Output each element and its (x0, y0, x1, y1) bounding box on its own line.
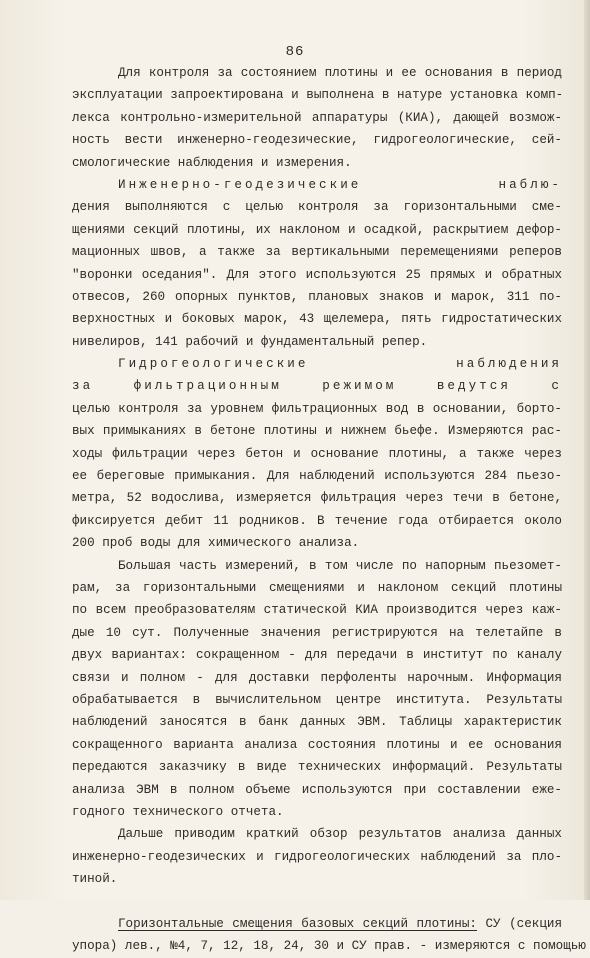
text-line: отвесов, 260 опорных пунктов, плановых знаков и марок, 311 по- (72, 289, 562, 304)
text-line: фиксируется дебит 11 родников. В течение года отбирается около (72, 513, 562, 528)
text-line: передаются заказчику в виде технических информаций. Результаты (72, 760, 562, 775)
text-line: целью контроля за уровнем фильтрационных вод в основании, борто- (72, 401, 562, 416)
text-line: ходы фильтрации через бетон и основание плотины, а также через (72, 446, 562, 461)
text-line (72, 890, 562, 912)
text-block (72, 62, 586, 958)
text-line: верхностных и боковых марок, 43 щелемера, пять гидростатических (72, 312, 562, 327)
text-line: лекса контрольно-измерительной аппаратуры (КИА), дающей возмож- (72, 110, 562, 125)
text-line: тиной. (72, 872, 118, 887)
text-line: ность вести инженерно-геодезические, гидрогеологические, сей- (72, 133, 562, 148)
text-line: упора) лев., №4, 7, 12, 18, 24, 30 и СУ прав. - измеряются с помощью (72, 939, 586, 954)
text-line: ее береговые примыкания. Для наблюдений используются 284 пьезо- (72, 469, 562, 484)
text-line: связи и полном - для доставки перфоленты нарочным. Информация (72, 670, 562, 685)
text-line: дения выполняются с целью контроля за горизонтальными сме- (72, 200, 562, 215)
text-line: по всем преобразователям статической КИА производится через каж- (72, 603, 562, 618)
text-line: наблюдений заносятся в банк данных ЭВМ. Таблицы характеристик (72, 715, 562, 730)
underlined-heading: Горизонтальные смещения базовых секций плотины: (118, 916, 477, 931)
text-line: Для контроля за состоянием плотины и ее основания в период (118, 66, 562, 80)
text-line: смологические наблюдения и измерения. (72, 155, 352, 170)
text-line: 200 проб воды для химического анализа. (72, 536, 360, 551)
text-line: Большая часть измерений, в том числе по напорным пьезомет- (118, 558, 562, 573)
text-line: дые 10 сут. Полученные значения регистрируются на телетайпе в (72, 625, 562, 640)
text-line: мационных швов, а также за вертикальными перемещениями реперов (72, 245, 562, 260)
text-line: обрабатывается в вычислительном центре института. Результаты (72, 692, 562, 707)
text-line: годного технического отчета. (72, 804, 284, 819)
text-line: инженерно-геодезических и гидрогеологических наблюдений за пло- (72, 849, 562, 864)
text-line: анализа ЭВМ в полном объеме используются при составлении еже- (72, 782, 562, 797)
text-line: рам, за горизонтальными смещениями и наклоном секций плотины (72, 580, 562, 595)
text-line: щениями секций плотины, их наклоном и осадкой, раскрытием дефор- (72, 222, 562, 237)
line-remainder: СУ (секция (476, 916, 563, 931)
text-line: двух вариантах: сокращенном - для передачи в институт по каналу (72, 648, 562, 663)
text-line: Дальше приводим краткий обзор результатов анализа данных (118, 827, 562, 842)
text-line: сокращенного варианта анализа состояния плотины и ее основания (72, 737, 562, 752)
text-line: Гидрогеологические наблюдения (118, 357, 562, 372)
page-number: 86 (285, 44, 305, 60)
text-line: за фильтрационным режимом ведутся с (72, 379, 562, 394)
text-line: метра, 52 водослива, измеряется фильтрация через течи в бетоне, (72, 491, 562, 506)
text-line: эксплуатации запроектирована и выполнена в натуре установка комп- (72, 88, 564, 103)
text-line: вых примыканиях в бетоне плотины и нижнем бьефе. Измеряются рас- (72, 424, 562, 439)
text-line: Инженерно-геодезические наблю- (118, 177, 562, 192)
page-binding-shadow (584, 0, 590, 900)
text-line: "воронки оседания". Для этого используются 25 прямых и обратных (72, 267, 562, 282)
text-line (72, 913, 562, 935)
text-line: нивелиров, 141 рабочий и фундаментальный репер. (72, 334, 428, 349)
